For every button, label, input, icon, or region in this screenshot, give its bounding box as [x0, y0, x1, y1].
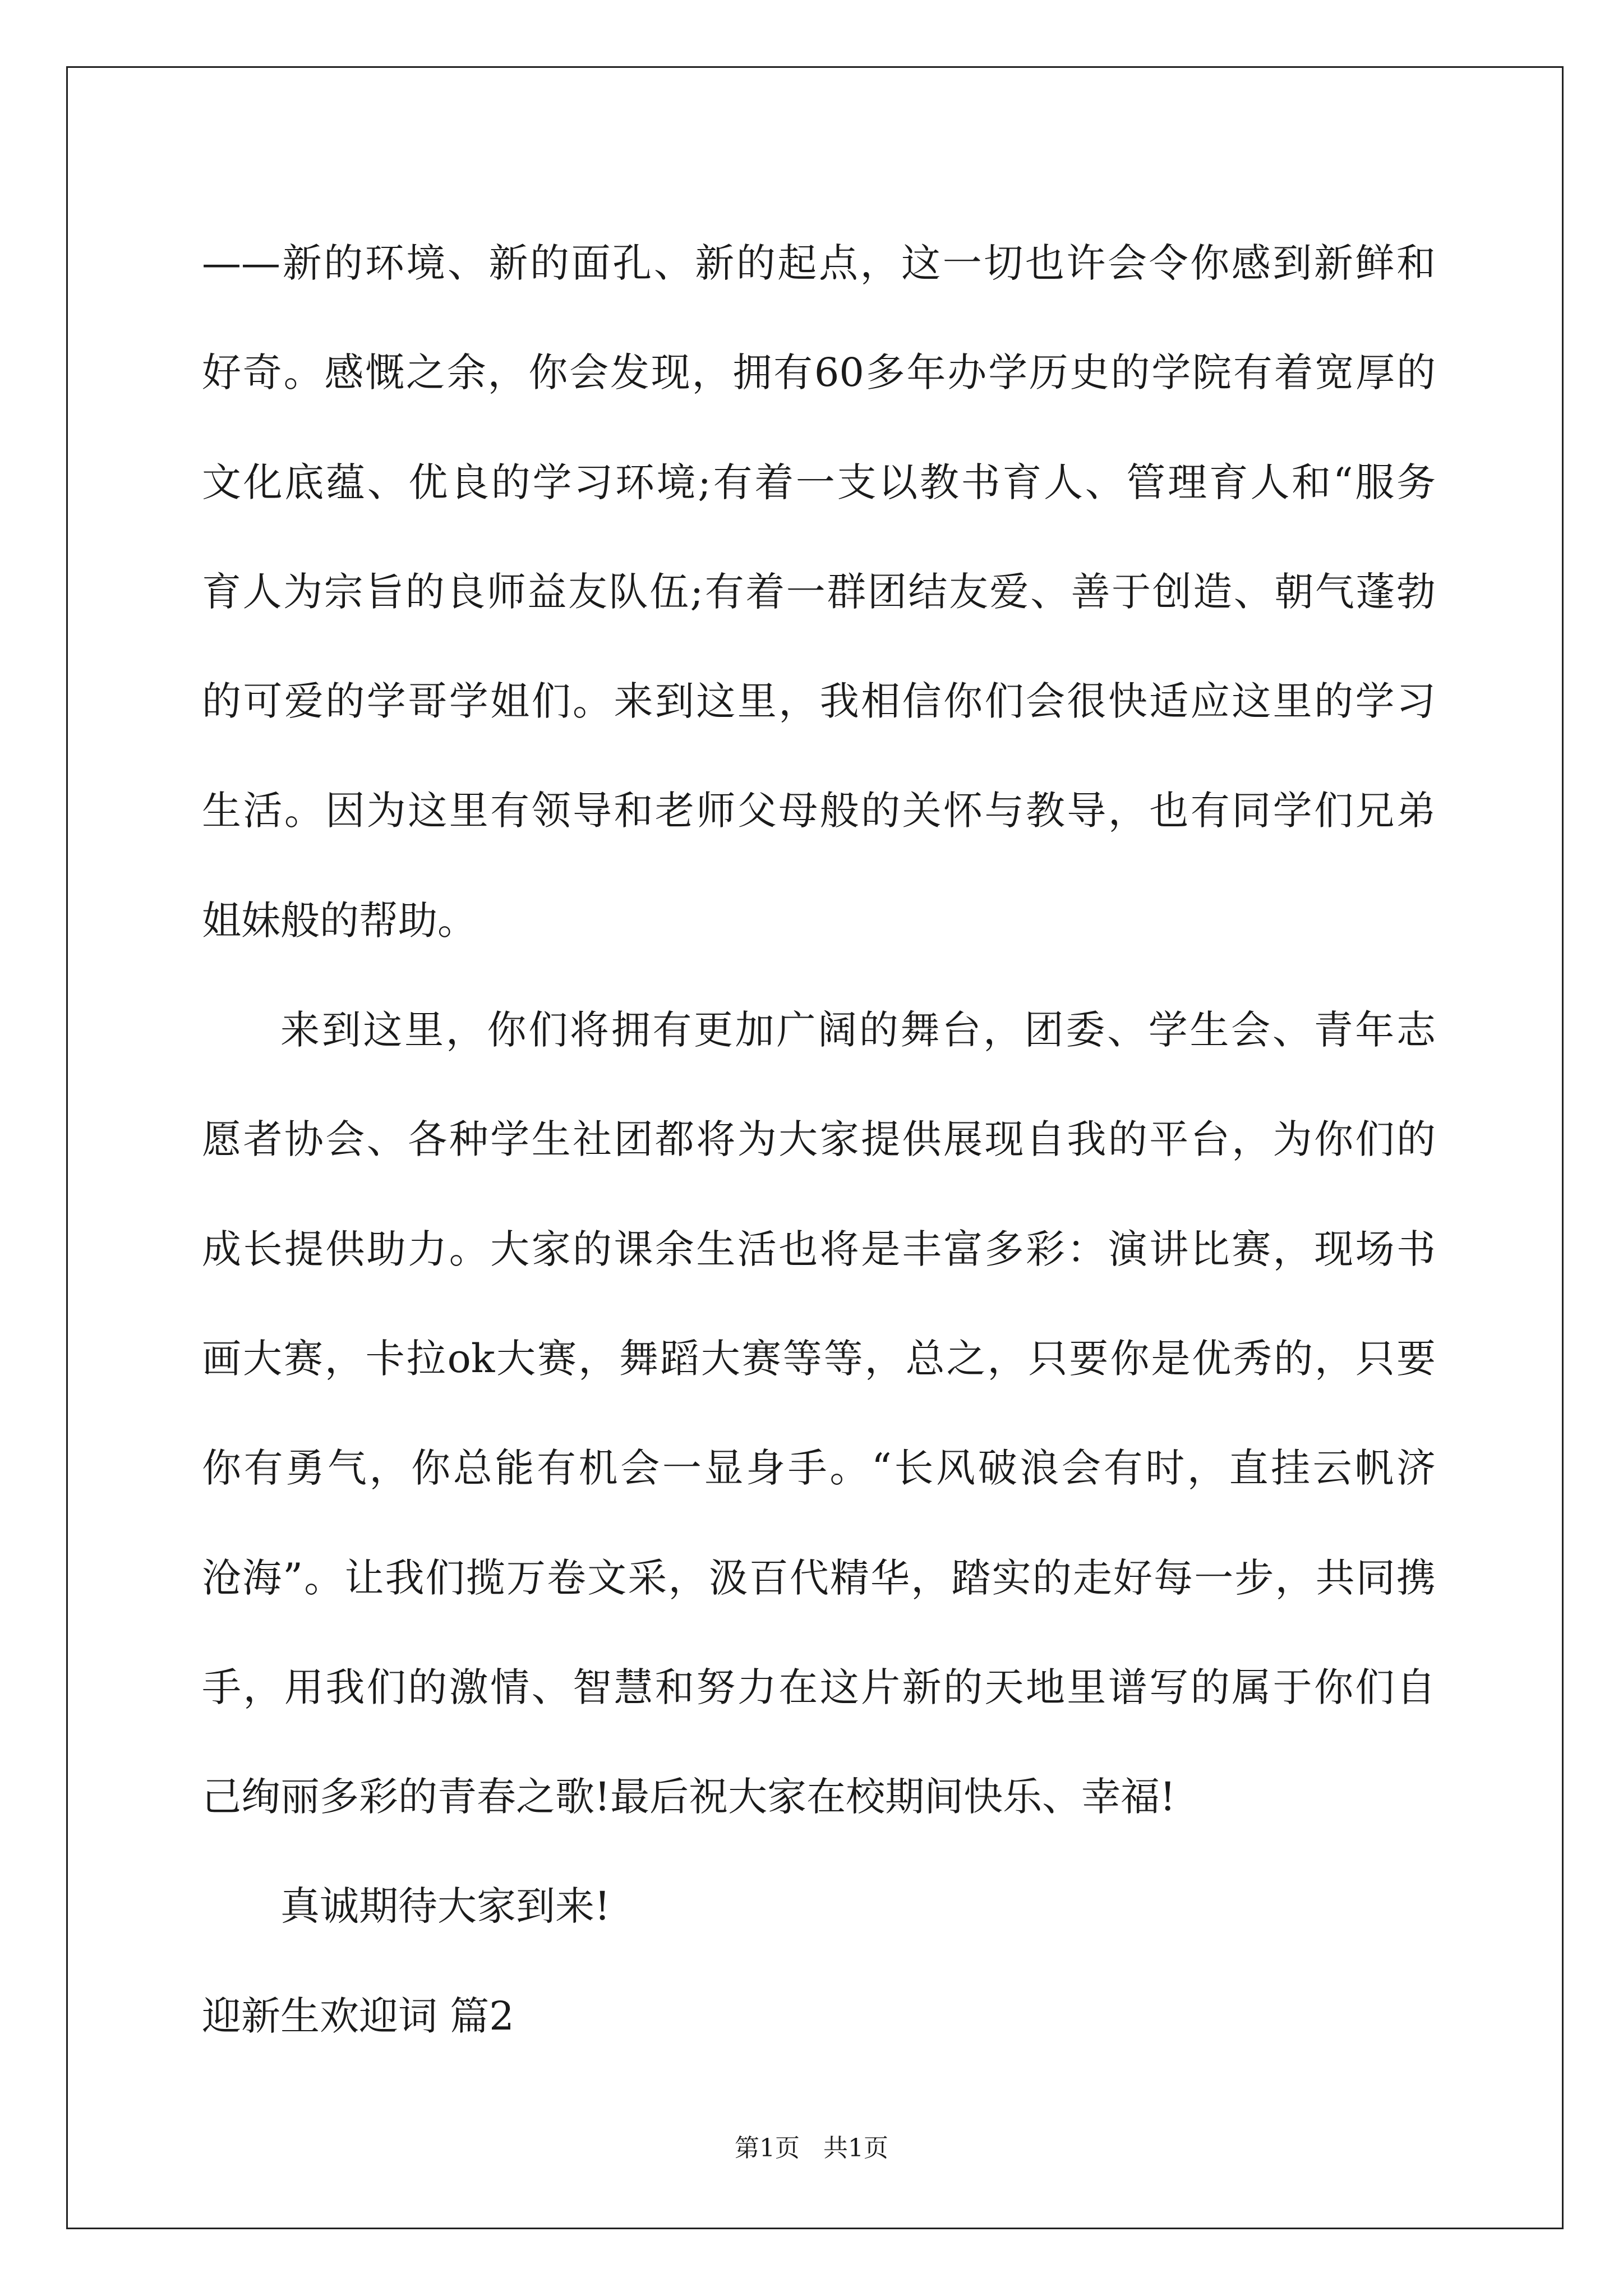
page-number-footer: 第1页 共1页	[735, 2134, 888, 2162]
text-line: ——新的环境、新的面孔、新的起点，这一切也许会令你感到新鲜和	[202, 240, 1436, 286]
text-line: 手，用我们的激情、智慧和努力在这片新的天地里谱写的属于你们自	[202, 1664, 1436, 1710]
text-line: 的可爱的学哥学姐们。来到这里，我相信你们会很快适应这里的学习	[202, 678, 1436, 725]
text-line: 己绚丽多彩的青春之歌!最后祝大家在校期间快乐、幸福!	[202, 1774, 1176, 1820]
text-line: 文化底蕴、优良的学习环境;有着一支以教书育人、管理育人和“服务	[202, 459, 1436, 505]
text-line: 育人为宗旨的良师益友队伍;有着一群团结友爱、善于创造、朝气蓬勃	[202, 568, 1436, 615]
text-line: 成长提供助力。大家的课余生活也将是丰富多彩：演讲比赛，现场书	[202, 1226, 1436, 1272]
text-line: 画大赛，卡拉ok大赛，舞蹈大赛等等，总之，只要你是优秀的，只要	[202, 1335, 1436, 1382]
text-line: 好奇。感慨之余，你会发现，拥有60多年办学历史的学院有着宽厚的	[202, 349, 1436, 396]
text-line: 真诚期待大家到来!	[280, 1883, 611, 1930]
text-line: 来到这里，你们将拥有更加广阔的舞台，团委、学生会、青年志	[280, 1007, 1436, 1053]
text-line: 生活。因为这里有领导和老师父母般的关怀与教导，也有同学们兄弟	[202, 788, 1436, 834]
text-line: 姐妹般的帮助。	[202, 897, 477, 944]
section-heading: 迎新生欢迎词 篇2	[202, 1993, 514, 2039]
text-line: 你有勇气，你总能有机会一显身手。“长风破浪会有时，直挂云帆济	[202, 1445, 1436, 1492]
document-body	[202, 209, 1436, 2071]
text-line: 愿者协会、各种学生社团都将为大家提供展现自我的平台，为你们的	[202, 1116, 1436, 1163]
text-line: 沧海”。让我们揽万卷文采，汲百代精华，踏实的走好每一步，共同携	[202, 1554, 1436, 1601]
